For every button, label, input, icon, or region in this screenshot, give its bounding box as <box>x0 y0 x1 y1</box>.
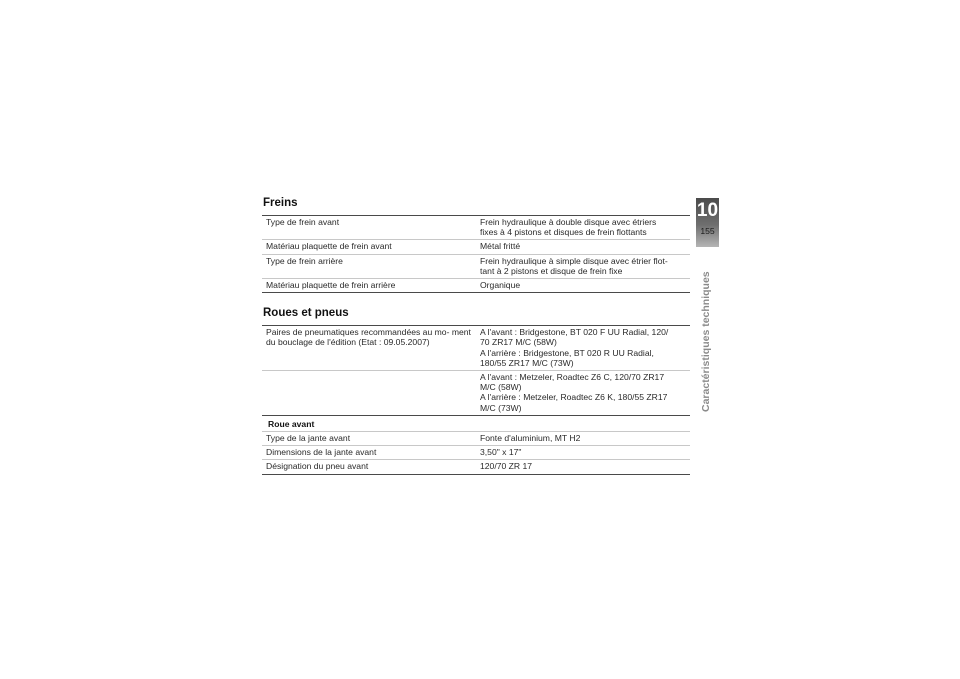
row-label: Type de frein avant <box>266 217 340 227</box>
row-value <box>476 326 690 370</box>
value-line: fixes à 4 pistons et disques de frein flottants <box>480 227 647 238</box>
row-label: Type de la jante avant <box>266 433 351 444</box>
spec-content <box>262 196 690 475</box>
value-line: A l'arrière : Metzeler, Roadtec Z6 K, 180/55 ZR17 <box>480 392 668 403</box>
chapter-number: 10 <box>696 200 719 221</box>
row-value <box>476 240 690 253</box>
row-label: Type de frein arrière <box>266 255 343 266</box>
value-line: Frein hydraulique à simple disque avec étrier flot- <box>480 255 668 266</box>
table-row-rear-brake-type <box>262 255 690 279</box>
row-value <box>476 255 690 278</box>
row-value <box>476 371 690 415</box>
freins-title: Freins <box>262 196 690 216</box>
value-line: Frein hydraulique à double disque avec étriers <box>480 217 657 227</box>
roues-title: Roues et pneus <box>262 306 690 326</box>
value-line: 180/55 ZR17 M/C (73W) <box>480 357 574 368</box>
row-value <box>476 279 690 292</box>
value-line: A l'avant : Bridgestone, BT 020 F UU Radial, 120/ <box>480 327 669 338</box>
roue-avant-heading: Roue avant <box>262 416 690 432</box>
row-label-empty <box>262 371 476 415</box>
row-value: Fonte d'aluminium, MT H2 <box>480 433 581 444</box>
value-line: M/C (58W) <box>480 382 522 393</box>
chapter-tab <box>696 198 719 247</box>
value-line: Métal fritté <box>480 241 521 252</box>
table-row-front-rim-type <box>262 432 690 446</box>
label-line: Paires de pneumatiques recommandées au mo- <box>266 327 450 338</box>
row-label: Matériau plaquette de frein arrière <box>266 280 396 291</box>
table-row-tire-pairs-alt <box>262 371 690 416</box>
table-row-front-rim-size <box>262 446 690 460</box>
row-label <box>262 326 476 370</box>
value-line: 70 ZR17 M/C (58W) <box>480 337 557 348</box>
table-row-front-tire-designation <box>262 460 690 474</box>
page-number: 155 <box>700 226 715 236</box>
row-value: 3,50" x 17" <box>480 447 522 458</box>
table-row-rear-pad-material <box>262 279 690 293</box>
row-label: Désignation du pneu avant <box>266 461 369 472</box>
table-row-tire-pairs <box>262 326 690 371</box>
row-label: Dimensions de la jante avant <box>266 447 377 458</box>
row-value <box>476 216 690 239</box>
row-label: Matériau plaquette de frein avant <box>266 241 392 252</box>
table-row-front-brake-type <box>262 216 690 240</box>
value-line: A l'arrière : Bridgestone, BT 020 R UU Radial, <box>480 347 654 358</box>
chapter-side-title: Caractéristiques techniques <box>700 271 712 412</box>
row-value: 120/70 ZR 17 <box>480 461 533 472</box>
value-line: A l'avant : Metzeler, Roadtec Z6 C, 120/70 ZR17 <box>480 372 665 383</box>
label-line: ment du bouclage de l'édition (Etat : 09.05.2007) <box>266 327 471 348</box>
value-line: Organique <box>480 280 521 291</box>
table-row-front-pad-material <box>262 240 690 254</box>
value-line: tant à 2 pistons et disque de frein fixe <box>480 265 623 276</box>
value-line: M/C (73W) <box>480 402 522 413</box>
